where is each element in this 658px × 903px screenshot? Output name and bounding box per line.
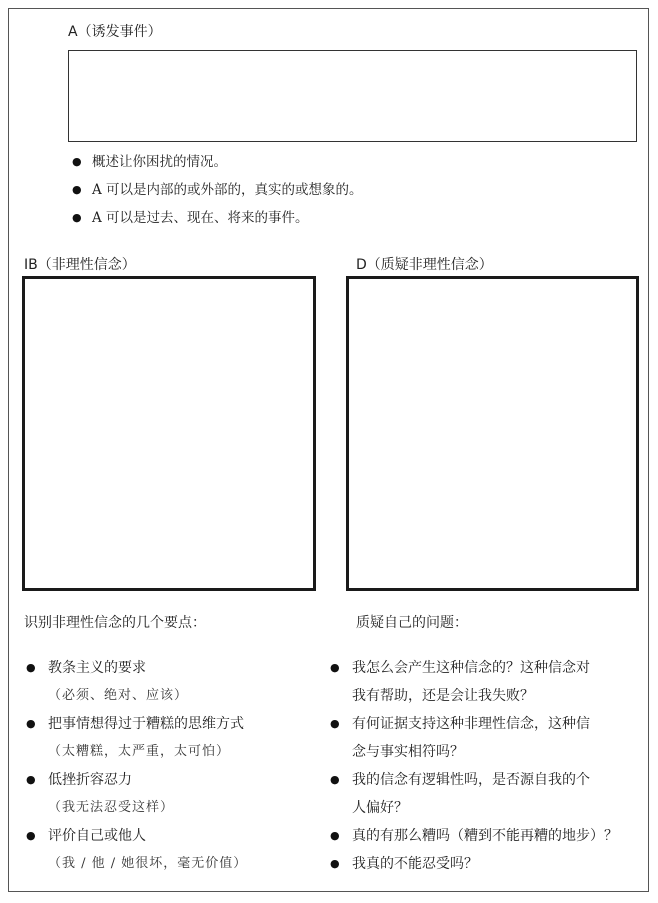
dispute-list <box>330 654 618 878</box>
item-text-continued: 念与事实相符吗？ <box>352 744 464 760</box>
list-item <box>330 766 618 822</box>
item-text: 真的有那么糟吗（糟到不能再糟的地步）？ <box>352 828 618 844</box>
item-text: 我真的不能忍受吗？ <box>352 856 478 872</box>
item-subtext: （我 / 他 / 她很坏，毫无价值） <box>48 856 248 871</box>
note-text: A 可以是过去、现在、将来的事件。 <box>92 210 309 226</box>
list-item <box>330 822 618 850</box>
section-d-input-box[interactable] <box>346 276 639 591</box>
note-text: 概述让你困扰的情况。 <box>92 154 227 170</box>
item-title: 评价自己或他人 <box>48 828 146 844</box>
identify-heading: 识别非理性信念的几个要点： <box>24 615 206 631</box>
bullet-icon: ● <box>330 773 340 786</box>
identify-list <box>26 654 247 878</box>
list-item <box>330 710 618 766</box>
bullet-icon: ● <box>330 829 340 842</box>
bullet-icon: ● <box>330 717 340 730</box>
section-a-input-box[interactable] <box>68 50 637 142</box>
list-item <box>330 850 618 878</box>
item-subtext: （必须、绝对、应该） <box>48 688 189 703</box>
bullet-icon: ● <box>330 857 340 870</box>
section-a-heading: A（诱发事件） <box>68 24 162 40</box>
list-item <box>72 207 363 235</box>
list-item <box>26 710 247 766</box>
bullet-icon: ● <box>72 211 82 224</box>
list-item <box>26 822 247 878</box>
bullet-icon: ● <box>72 183 82 196</box>
bullet-icon: ● <box>26 829 36 842</box>
item-title: 低挫折容忍力 <box>48 772 132 788</box>
item-title: 教条主义的要求 <box>48 660 146 676</box>
list-item <box>330 654 618 710</box>
dispute-heading: 质疑自己的问题： <box>356 615 468 631</box>
item-text-continued: 人偏好？ <box>352 800 408 816</box>
item-text: 我的信念有逻辑性吗，是否源自我的个 <box>352 772 590 788</box>
list-item <box>72 179 363 207</box>
item-text: 有何证据支持这种非理性信念，这种信 <box>352 716 590 732</box>
note-text: A 可以是内部的或外部的，真实的或想象的。 <box>92 182 363 198</box>
bullet-icon: ● <box>26 773 36 786</box>
bullet-icon: ● <box>330 661 340 674</box>
item-text: 我怎么会产生这种信念的？这种信念对 <box>352 660 590 676</box>
section-d-heading: D（质疑非理性信念） <box>356 257 493 273</box>
list-item <box>26 654 247 710</box>
section-ib-input-box[interactable] <box>22 276 316 591</box>
item-title: 把事情想得过于糟糕的思维方式 <box>48 716 244 732</box>
section-ib-heading: IB（非理性信念） <box>24 257 136 273</box>
bullet-icon: ● <box>72 155 82 168</box>
section-a-notes <box>72 151 363 235</box>
bullet-icon: ● <box>26 661 36 674</box>
bullet-icon: ● <box>26 717 36 730</box>
list-item <box>26 766 247 822</box>
list-item <box>72 151 363 179</box>
item-subtext: （太糟糕，太严重，太可怕） <box>48 744 231 759</box>
item-subtext: （我无法忍受这样） <box>48 800 175 815</box>
item-text-continued: 我有帮助，还是会让我失败？ <box>352 688 534 704</box>
